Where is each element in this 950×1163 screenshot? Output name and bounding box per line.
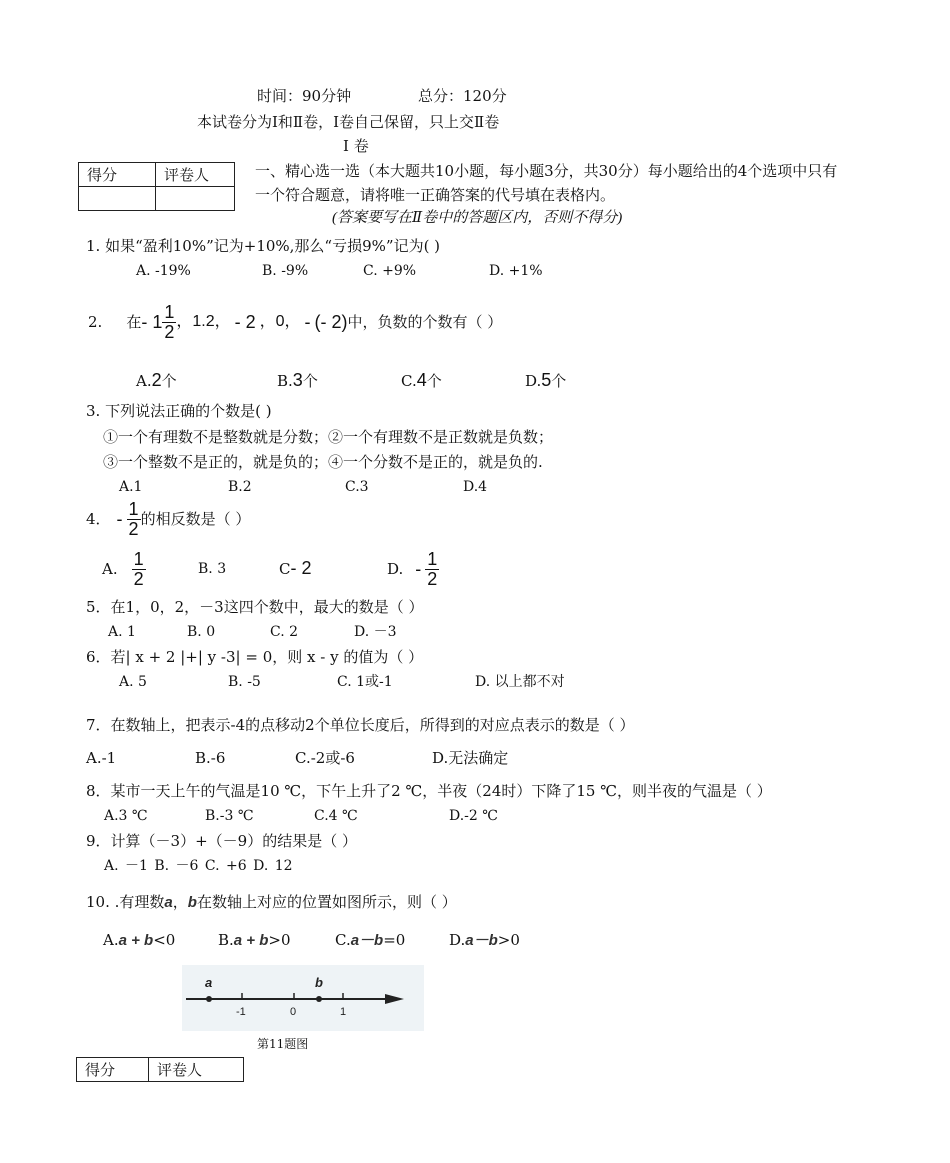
q10-option-c: C.a－b=0 <box>335 931 406 949</box>
q3-statements-1: ①一个有理数不是整数就是分数；②一个有理数不是正数就是负数； <box>103 428 554 446</box>
q7-option-a: A.-1 <box>86 749 117 767</box>
number-line-figure <box>182 965 424 1031</box>
q3-option-a: A.1 <box>119 479 143 495</box>
q10-option-d: D.a－b>0 <box>449 931 520 949</box>
score-cell-label: 得分 <box>79 163 156 187</box>
tick-label-1: 1 <box>340 1006 347 1018</box>
q4-option-d: D. - $\frac{1}{2}$ <box>387 548 438 589</box>
label-a: a <box>205 975 213 990</box>
q6-option-c: C. 1或-1 <box>337 674 393 690</box>
q5-option-d: D. －3 <box>354 624 397 640</box>
q4-stem <box>86 496 250 542</box>
q3-statements-2: ③一个整数不是正的，就是负的；④一个分数不是正的，就是负的. <box>103 453 543 471</box>
q7-option-d: D.无法确定 <box>432 749 509 767</box>
score-cell-label: 得分 <box>77 1058 149 1082</box>
q10-stem: 10. .有理数a，b在数轴上对应的位置如图所示，则（ ） <box>86 893 457 911</box>
q2-fraction <box>162 303 176 342</box>
paper-label: Ⅰ 卷 <box>343 137 369 155</box>
q7-option-b: B.-6 <box>195 749 226 767</box>
q5-option-c: C. 2 <box>270 624 299 640</box>
q10-option-b: B.a + b>0 <box>218 931 291 949</box>
q2-tail: 中，负数的个数有（ ） <box>347 313 503 331</box>
q2-paren: (- 2) <box>314 312 348 332</box>
q4-option-c: C- 2 <box>279 558 312 578</box>
q2-option-c: C.4个 <box>401 370 442 390</box>
q2-fraction-den: 2 <box>164 321 175 342</box>
q6-option-a: A. 5 <box>119 674 147 690</box>
q7-stem: 7．在数轴上，把表示-4的点移动2个单位长度后，所得到的对应点表示的数是（ ） <box>86 716 635 734</box>
q3-option-b: B.2 <box>228 479 252 495</box>
score-cell-blank[interactable] <box>79 187 156 211</box>
q6-stem: 6．若| x + 2 |+| y -3| = 0，则 x - y 的值为（ ） <box>86 648 424 666</box>
q2-option-b: B.3个 <box>277 370 318 390</box>
exam-total-score: 总分：120分 <box>418 87 507 105</box>
q2-fraction-num: 1 <box>164 301 175 322</box>
q4-fraction-num: 1 <box>128 498 139 519</box>
point-b <box>316 996 322 1002</box>
q7-option-c: C.-2或-6 <box>295 749 355 767</box>
section1-line1: 一、精心选一选（本大题共10小题，每小题3分，共30分）每小题给出的4个选项中只有 <box>255 162 838 180</box>
score-table-top <box>78 162 235 211</box>
q1-option-b: B. -9% <box>262 263 309 279</box>
section1-line2: 一个符合题意，请将唯一正确答案的代号填在表格内。 <box>255 186 616 204</box>
q4-fraction-den: 2 <box>128 518 139 539</box>
q8-option-b: B.-3 ℃ <box>205 808 254 824</box>
q3-stem: 3. 下列说法正确的个数是( ) <box>86 402 272 420</box>
q1-option-a: A. -19% <box>136 263 191 279</box>
exam-time: 时间：90分钟 <box>257 87 352 105</box>
label-b: b <box>315 975 323 990</box>
q2-neg-one: - 1 <box>141 312 163 332</box>
q2-pre: 在 <box>126 313 142 331</box>
q2-option-a: A.2个 <box>136 370 177 390</box>
figure-caption: 第11题图 <box>257 1037 309 1051</box>
q2-minus: - <box>304 312 311 332</box>
q4-option-b: B. 3 <box>198 561 227 577</box>
grader-cell-blank[interactable] <box>156 187 235 211</box>
q1-option-d: D. +1% <box>489 263 543 279</box>
q5-stem: 5．在1，0，2，－3这四个数中，最大的数是（ ） <box>86 598 424 616</box>
score-table-bottom <box>76 1057 244 1082</box>
q6-option-d: D. 以上都不对 <box>475 674 565 690</box>
var-a: a <box>164 894 173 911</box>
q8-stem: 8．某市一天上午的气温是10 ℃，下午上升了2 ℃，半夜（24时）下降了15 ℃，则半夜的气温是（ ） <box>86 782 772 800</box>
q2-rest1: ，1.2， <box>176 313 231 330</box>
q10-option-a: A.a + b<0 <box>103 931 176 949</box>
exam-note: 本试卷分为Ⅰ和Ⅱ卷，Ⅰ卷自己保留，只上交Ⅱ卷 <box>197 113 500 131</box>
q9-options: A. －1 B. －6 C. +6 D. 12 <box>104 858 293 874</box>
q2-zero: ，0， <box>259 313 301 330</box>
grader-cell-label: 评卷人 <box>156 163 235 187</box>
q4-number: 4． <box>86 510 111 528</box>
q3-option-d: D.4 <box>463 479 488 495</box>
q4-fraction <box>127 500 141 539</box>
q4-tail: 的相反数是（ ） <box>140 510 251 528</box>
point-a <box>206 996 212 1002</box>
q5-option-b: B. 0 <box>187 624 216 640</box>
q9-stem: 9．计算（－3）+（－9）的结果是（ ） <box>86 832 357 850</box>
tick-label-0: 0 <box>290 1006 297 1018</box>
q3-option-c: C.3 <box>345 479 369 495</box>
q1-option-c: C. +9% <box>363 263 417 279</box>
q8-option-d: D.-2 ℃ <box>449 808 498 824</box>
q4-option-a: A. $\frac{1}{2}$ <box>102 548 144 589</box>
q6-option-b: B. -5 <box>228 674 261 690</box>
q2-stem <box>88 298 502 346</box>
q2-neg-two: - 2 <box>234 312 256 332</box>
q1-stem: 1. 如果“盈利10%”记为+10%,那么“亏损9%”记为( ) <box>86 237 441 255</box>
section1-note: (答案要写在Ⅱ卷中的答题区内，否则不得分) <box>332 210 623 226</box>
tick-label-m1: -1 <box>236 1006 246 1018</box>
q8-option-c: C.4 ℃ <box>314 808 358 824</box>
q4-neg: - <box>116 509 123 529</box>
q5-option-a: A. 1 <box>108 624 136 640</box>
grader-cell-label: 评卷人 <box>149 1058 244 1082</box>
q2-number: 2. <box>88 313 103 331</box>
q2-option-d: D.5个 <box>525 370 567 390</box>
var-b: b <box>187 894 197 911</box>
q8-option-a: A.3 ℃ <box>104 808 148 824</box>
